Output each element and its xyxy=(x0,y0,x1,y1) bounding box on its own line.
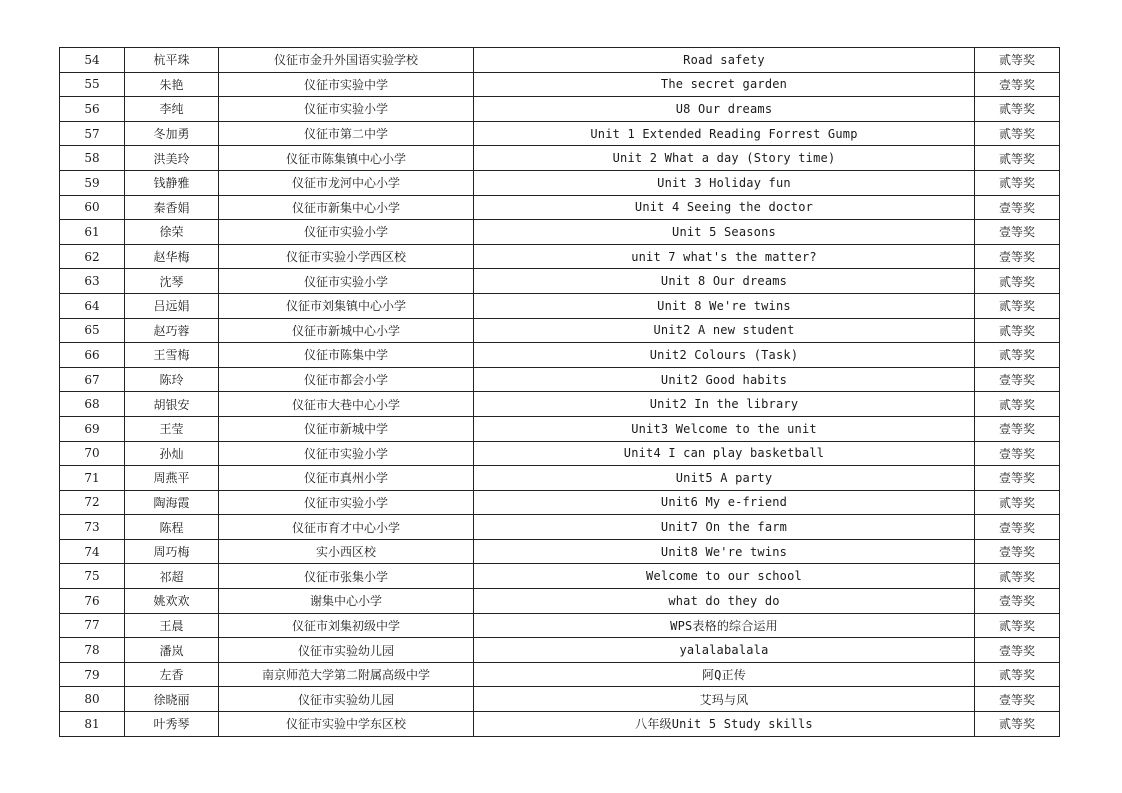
table-row xyxy=(60,539,1060,564)
cell-number: 76 xyxy=(60,589,125,614)
cell-school: 仪征市张集小学 xyxy=(219,564,474,589)
cell-school: 仪征市第二中学 xyxy=(219,121,474,146)
cell-number: 60 xyxy=(60,195,125,220)
cell-award: 贰等奖 xyxy=(975,613,1060,638)
cell-award: 贰等奖 xyxy=(975,121,1060,146)
cell-number: 63 xyxy=(60,269,125,294)
cell-school: 仪征市大巷中心小学 xyxy=(219,392,474,417)
cell-school: 仪征市实验中学 xyxy=(219,72,474,97)
table-row xyxy=(60,146,1060,171)
cell-school: 仪征市实验幼儿园 xyxy=(219,638,474,663)
cell-number: 58 xyxy=(60,146,125,171)
table-row xyxy=(60,564,1060,589)
cell-teacher-name: 陈程 xyxy=(125,515,219,540)
table-row xyxy=(60,48,1060,73)
cell-school: 仪征市实验中学东区校 xyxy=(219,712,474,737)
cell-teacher-name: 李纯 xyxy=(125,97,219,122)
cell-lesson-title: Unit7 On the farm xyxy=(474,515,975,540)
cell-number: 77 xyxy=(60,613,125,638)
cell-number: 68 xyxy=(60,392,125,417)
cell-lesson-title: what do they do xyxy=(474,589,975,614)
cell-award: 贰等奖 xyxy=(975,293,1060,318)
table-row xyxy=(60,613,1060,638)
cell-number: 64 xyxy=(60,293,125,318)
table-row xyxy=(60,367,1060,392)
cell-lesson-title: U8 Our dreams xyxy=(474,97,975,122)
cell-lesson-title: Unit2 Colours (Task) xyxy=(474,343,975,368)
cell-number: 56 xyxy=(60,97,125,122)
cell-lesson-title: Welcome to our school xyxy=(474,564,975,589)
cell-teacher-name: 朱艳 xyxy=(125,72,219,97)
cell-lesson-title: 阿Q正传 xyxy=(474,662,975,687)
cell-teacher-name: 叶秀琴 xyxy=(125,712,219,737)
table-row xyxy=(60,589,1060,614)
cell-award: 贰等奖 xyxy=(975,490,1060,515)
cell-award: 壹等奖 xyxy=(975,441,1060,466)
cell-lesson-title: yalalabalala xyxy=(474,638,975,663)
cell-lesson-title: WPS表格的综合运用 xyxy=(474,613,975,638)
cell-teacher-name: 陶海霞 xyxy=(125,490,219,515)
cell-lesson-title: The secret garden xyxy=(474,72,975,97)
table-row xyxy=(60,220,1060,245)
cell-lesson-title: 八年级Unit 5 Study skills xyxy=(474,712,975,737)
cell-teacher-name: 钱静雅 xyxy=(125,170,219,195)
cell-lesson-title: Unit2 In the library xyxy=(474,392,975,417)
cell-lesson-title: Unit 5 Seasons xyxy=(474,220,975,245)
cell-lesson-title: Unit 8 We're twins xyxy=(474,293,975,318)
cell-lesson-title: Unit 4 Seeing the doctor xyxy=(474,195,975,220)
cell-teacher-name: 周巧梅 xyxy=(125,539,219,564)
cell-award: 壹等奖 xyxy=(975,539,1060,564)
cell-number: 73 xyxy=(60,515,125,540)
cell-teacher-name: 赵巧蓉 xyxy=(125,318,219,343)
table-row xyxy=(60,170,1060,195)
cell-school: 仪征市陈集中学 xyxy=(219,343,474,368)
cell-award: 贰等奖 xyxy=(975,97,1060,122)
cell-award: 壹等奖 xyxy=(975,244,1060,269)
cell-award: 壹等奖 xyxy=(975,515,1060,540)
cell-lesson-title: Unit5 A party xyxy=(474,466,975,491)
cell-award: 壹等奖 xyxy=(975,220,1060,245)
cell-teacher-name: 潘岚 xyxy=(125,638,219,663)
cell-lesson-title: Unit3 Welcome to the unit xyxy=(474,416,975,441)
cell-lesson-title: Unit4 I can play basketball xyxy=(474,441,975,466)
cell-award: 壹等奖 xyxy=(975,687,1060,712)
cell-teacher-name: 王晨 xyxy=(125,613,219,638)
cell-number: 72 xyxy=(60,490,125,515)
cell-school: 仪征市新集中心小学 xyxy=(219,195,474,220)
table-row xyxy=(60,392,1060,417)
table-row xyxy=(60,712,1060,737)
cell-school: 仪征市刘集镇中心小学 xyxy=(219,293,474,318)
cell-number: 65 xyxy=(60,318,125,343)
cell-lesson-title: Unit2 A new student xyxy=(474,318,975,343)
cell-teacher-name: 姚欢欢 xyxy=(125,589,219,614)
table-row xyxy=(60,121,1060,146)
cell-award: 贰等奖 xyxy=(975,712,1060,737)
award-list-body xyxy=(60,48,1060,737)
cell-lesson-title: 艾玛与风 xyxy=(474,687,975,712)
table-row xyxy=(60,72,1060,97)
table-row xyxy=(60,441,1060,466)
cell-number: 70 xyxy=(60,441,125,466)
cell-teacher-name: 洪美玲 xyxy=(125,146,219,171)
cell-award: 壹等奖 xyxy=(975,195,1060,220)
table-row xyxy=(60,244,1060,269)
table-row xyxy=(60,269,1060,294)
cell-number: 79 xyxy=(60,662,125,687)
cell-school: 仪征市新城中学 xyxy=(219,416,474,441)
cell-number: 67 xyxy=(60,367,125,392)
cell-school: 仪征市实验小学 xyxy=(219,490,474,515)
cell-award: 壹等奖 xyxy=(975,367,1060,392)
cell-school: 南京师范大学第二附属高级中学 xyxy=(219,662,474,687)
cell-teacher-name: 祁超 xyxy=(125,564,219,589)
cell-number: 62 xyxy=(60,244,125,269)
cell-number: 66 xyxy=(60,343,125,368)
cell-teacher-name: 杭平珠 xyxy=(125,48,219,73)
cell-teacher-name: 徐晓丽 xyxy=(125,687,219,712)
cell-award: 贰等奖 xyxy=(975,392,1060,417)
cell-award: 贰等奖 xyxy=(975,564,1060,589)
table-row xyxy=(60,293,1060,318)
cell-award: 壹等奖 xyxy=(975,589,1060,614)
table-row xyxy=(60,687,1060,712)
cell-teacher-name: 孙灿 xyxy=(125,441,219,466)
cell-award: 贰等奖 xyxy=(975,170,1060,195)
cell-school: 仪征市实验小学 xyxy=(219,269,474,294)
cell-number: 74 xyxy=(60,539,125,564)
cell-teacher-name: 徐荣 xyxy=(125,220,219,245)
award-list-table xyxy=(59,47,1060,737)
cell-award: 贰等奖 xyxy=(975,269,1060,294)
cell-school: 仪征市刘集初级中学 xyxy=(219,613,474,638)
cell-school: 仪征市陈集镇中心小学 xyxy=(219,146,474,171)
cell-lesson-title: Unit 3 Holiday fun xyxy=(474,170,975,195)
cell-lesson-title: Unit 2 What a day (Story time) xyxy=(474,146,975,171)
cell-number: 75 xyxy=(60,564,125,589)
table-row xyxy=(60,195,1060,220)
table-row xyxy=(60,416,1060,441)
cell-lesson-title: Road safety xyxy=(474,48,975,73)
cell-school: 仪征市实验幼儿园 xyxy=(219,687,474,712)
cell-award: 贰等奖 xyxy=(975,48,1060,73)
cell-award: 贰等奖 xyxy=(975,662,1060,687)
cell-teacher-name: 左香 xyxy=(125,662,219,687)
cell-lesson-title: Unit2 Good habits xyxy=(474,367,975,392)
cell-teacher-name: 王莹 xyxy=(125,416,219,441)
cell-teacher-name: 冬加勇 xyxy=(125,121,219,146)
cell-school: 仪征市都会小学 xyxy=(219,367,474,392)
table-row xyxy=(60,343,1060,368)
cell-teacher-name: 吕远娟 xyxy=(125,293,219,318)
cell-lesson-title: Unit 1 Extended Reading Forrest Gump xyxy=(474,121,975,146)
cell-school: 仪征市实验小学 xyxy=(219,441,474,466)
cell-award: 壹等奖 xyxy=(975,72,1060,97)
cell-number: 59 xyxy=(60,170,125,195)
cell-school: 仪征市实验小学西区校 xyxy=(219,244,474,269)
cell-teacher-name: 陈玲 xyxy=(125,367,219,392)
cell-number: 54 xyxy=(60,48,125,73)
cell-number: 80 xyxy=(60,687,125,712)
cell-award: 贰等奖 xyxy=(975,343,1060,368)
cell-teacher-name: 秦香娟 xyxy=(125,195,219,220)
cell-number: 78 xyxy=(60,638,125,663)
cell-teacher-name: 胡银安 xyxy=(125,392,219,417)
cell-school: 仪征市龙河中心小学 xyxy=(219,170,474,195)
cell-teacher-name: 赵华梅 xyxy=(125,244,219,269)
cell-school: 仪征市实验小学 xyxy=(219,220,474,245)
table-row xyxy=(60,490,1060,515)
cell-school: 仪征市金升外国语实验学校 xyxy=(219,48,474,73)
table-row xyxy=(60,97,1060,122)
table-row xyxy=(60,662,1060,687)
table-row xyxy=(60,466,1060,491)
cell-number: 61 xyxy=(60,220,125,245)
cell-number: 57 xyxy=(60,121,125,146)
cell-award: 贰等奖 xyxy=(975,146,1060,171)
cell-school: 实小西区校 xyxy=(219,539,474,564)
cell-lesson-title: Unit 8 Our dreams xyxy=(474,269,975,294)
cell-teacher-name: 沈琴 xyxy=(125,269,219,294)
cell-lesson-title: unit 7 what's the matter? xyxy=(474,244,975,269)
cell-award: 壹等奖 xyxy=(975,416,1060,441)
cell-number: 81 xyxy=(60,712,125,737)
cell-lesson-title: Unit8 We're twins xyxy=(474,539,975,564)
cell-teacher-name: 王雪梅 xyxy=(125,343,219,368)
table-row xyxy=(60,638,1060,663)
cell-award: 壹等奖 xyxy=(975,466,1060,491)
cell-teacher-name: 周燕平 xyxy=(125,466,219,491)
cell-number: 55 xyxy=(60,72,125,97)
cell-award: 壹等奖 xyxy=(975,638,1060,663)
cell-award: 贰等奖 xyxy=(975,318,1060,343)
cell-number: 69 xyxy=(60,416,125,441)
cell-school: 谢集中心小学 xyxy=(219,589,474,614)
cell-school: 仪征市新城中心小学 xyxy=(219,318,474,343)
table-row xyxy=(60,515,1060,540)
cell-school: 仪征市育才中心小学 xyxy=(219,515,474,540)
cell-number: 71 xyxy=(60,466,125,491)
cell-school: 仪征市实验小学 xyxy=(219,97,474,122)
cell-school: 仪征市真州小学 xyxy=(219,466,474,491)
table-row xyxy=(60,318,1060,343)
cell-lesson-title: Unit6 My e-friend xyxy=(474,490,975,515)
